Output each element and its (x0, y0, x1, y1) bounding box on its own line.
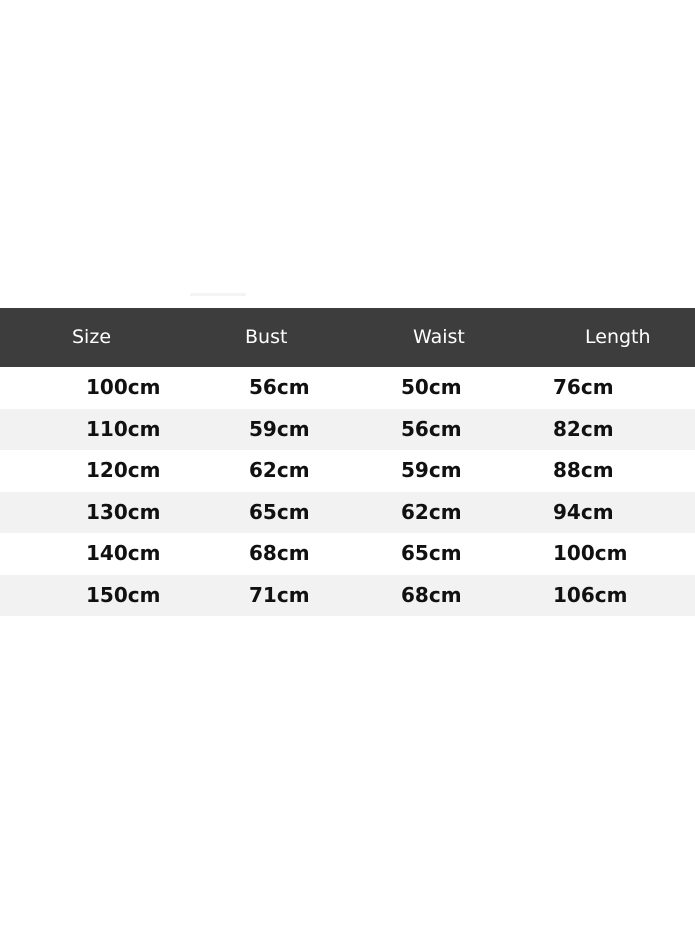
cell-waist: 56cm (401, 416, 462, 441)
header-size: Size (72, 326, 112, 348)
cell-bust: 65cm (249, 499, 310, 524)
cell-bust: 56cm (249, 375, 310, 399)
cell-size: 140cm (86, 541, 161, 565)
decorative-divider (190, 293, 246, 296)
table-row (0, 409, 695, 451)
cell-bust: 59cm (249, 416, 310, 441)
header-waist: Waist (413, 326, 465, 348)
cell-waist: 65cm (401, 541, 462, 565)
table-row (0, 533, 695, 575)
cell-waist: 59cm (401, 458, 462, 482)
cell-size: 110cm (86, 416, 161, 441)
cell-size: 150cm (86, 582, 161, 607)
cell-bust: 62cm (249, 458, 310, 482)
cell-length: 100cm (553, 541, 628, 565)
cell-length: 88cm (553, 458, 614, 482)
cell-size: 130cm (86, 499, 161, 524)
cell-size: 100cm (86, 375, 161, 399)
cell-length: 82cm (553, 416, 614, 441)
cell-length: 106cm (553, 582, 628, 607)
table-row (0, 575, 695, 617)
size-chart-table (0, 308, 695, 616)
cell-waist: 62cm (401, 499, 462, 524)
cell-waist: 50cm (401, 375, 462, 399)
header-bust: Bust (245, 326, 288, 348)
header-length: Length (585, 326, 651, 348)
cell-bust: 71cm (249, 582, 310, 607)
cell-size: 120cm (86, 458, 161, 482)
cell-waist: 68cm (401, 582, 462, 607)
table-row (0, 492, 695, 534)
cell-length: 76cm (553, 375, 614, 399)
table-row (0, 367, 695, 409)
cell-length: 94cm (553, 499, 614, 524)
cell-bust: 68cm (249, 541, 310, 565)
table-header-row (0, 308, 695, 367)
table-row (0, 450, 695, 492)
